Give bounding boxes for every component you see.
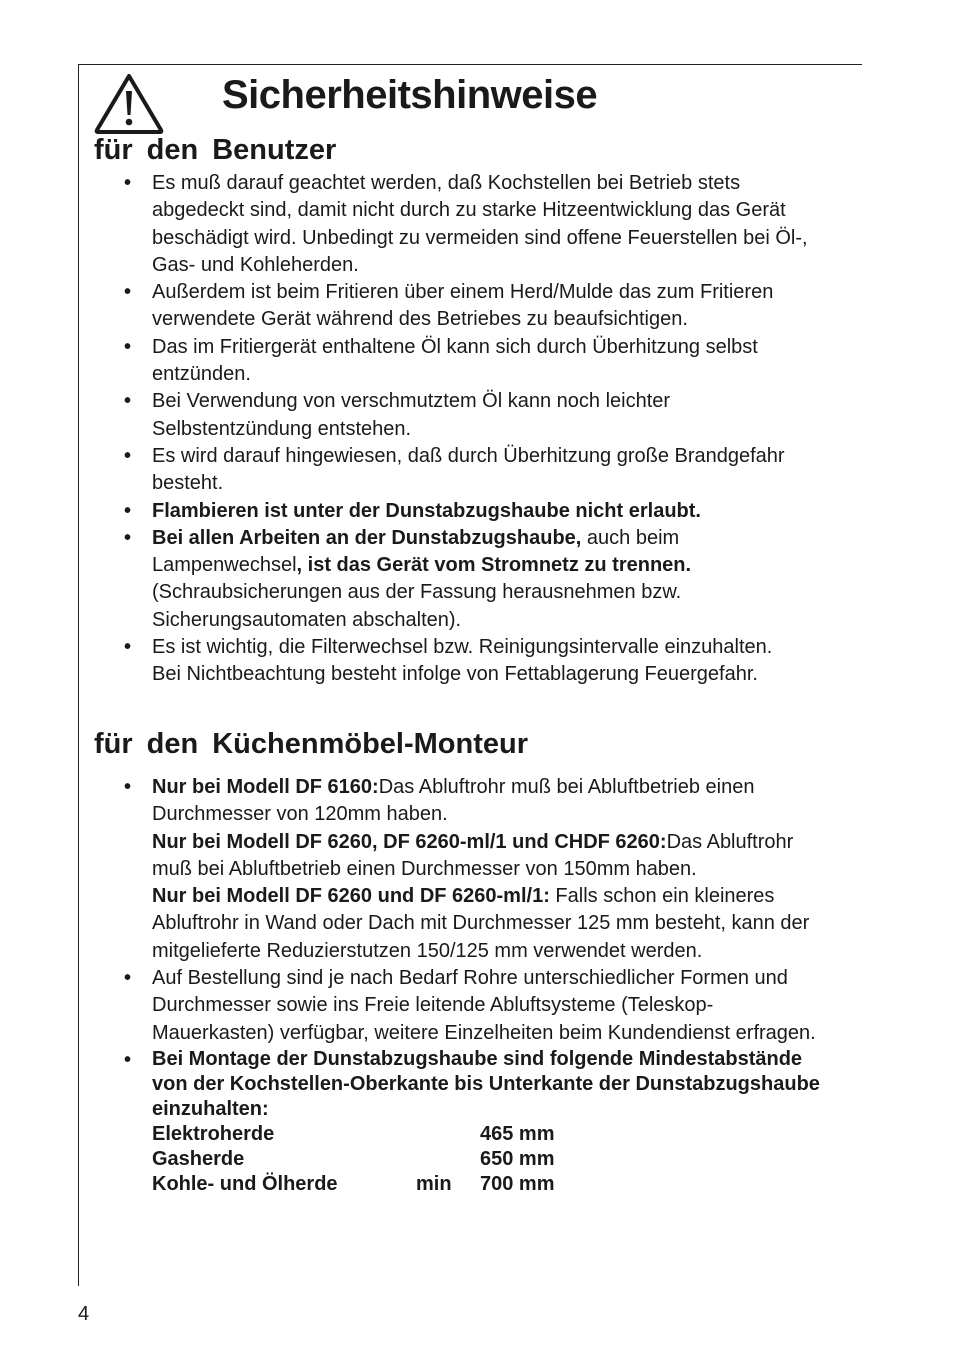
item-text: Es ist wichtig, die Filterwechsel bzw. Reinigungsintervalle einzuhalten. xyxy=(152,636,773,659)
bullet: • xyxy=(124,636,132,659)
table-row xyxy=(152,1172,555,1197)
heading-word: für xyxy=(94,134,133,166)
item-text: (Schraubsicherungen aus der Fassung herausnehmen bzw. Sicherungsautomaten abschalten). xyxy=(152,581,682,631)
distance-table xyxy=(152,1122,555,1197)
table-row xyxy=(152,1122,555,1147)
item-text: Bei Nichtbeachtung besteht infolge von Fettablagerung Feuergefahr. xyxy=(152,663,758,686)
bullet: • xyxy=(124,967,132,990)
list-item xyxy=(124,525,834,634)
item-text: Das im Fritiergerät enthaltene Öl kann sich durch Überhitzung selbst entzünden. xyxy=(152,335,758,386)
row-qualifier xyxy=(416,1147,480,1172)
list-item xyxy=(124,170,834,279)
row-qualifier xyxy=(416,1122,480,1147)
bullet: • xyxy=(124,499,132,522)
list-item xyxy=(124,774,834,965)
item-text: Das Abluftrohr muß bei Abluftbetrieb einen Durchmesser von 150mm haben. xyxy=(152,830,794,880)
item-text-bold: Bei Montage der Dunstabzugshaube sind folgende Mindestabstände von der Kochstellen-Oberkante bis Unterkante der Dunstabzugshaube einzuhalten: xyxy=(152,1047,820,1120)
heading-word: für xyxy=(94,728,133,760)
item-text: Auf Bestellung sind je nach Bedarf Rohre unterschiedlicher Formen und Durchmesser sowie ins Freie leitende Abluftsysteme (Teleskop-Mauerkasten) verfügbar, weitere Einzelheiten beim Kundendienst erfragen. xyxy=(152,967,816,1044)
item-text-bold: Nur bei Modell DF 6160: xyxy=(152,776,379,798)
item-text-bold: , ist das Gerät vom Stromnetz zu trennen. xyxy=(296,554,692,577)
list-item xyxy=(124,279,834,334)
heading-word: den xyxy=(146,134,199,166)
list-item xyxy=(124,443,834,498)
item-text: Es wird darauf hingewiesen, daß durch Überhitzung große Brandgefahr besteht. xyxy=(152,444,785,495)
row-value: 700 mm xyxy=(480,1172,555,1195)
list-item xyxy=(124,634,834,689)
warning-triangle-icon xyxy=(94,73,164,135)
frame-top-line xyxy=(78,64,862,65)
item-text-bold: Nur bei Modell DF 6260 und DF 6260-ml/1: xyxy=(152,885,550,908)
page-title: Sicherheitshinweise xyxy=(222,73,598,117)
bullet: • xyxy=(124,526,132,549)
item-text-bold: Nur bei Modell DF 6260, DF 6260-ml/1 und CHDF 6260: xyxy=(152,830,667,853)
row-label: Elektroherde xyxy=(152,1122,275,1145)
item-text: Es muß darauf geachtet werden, daß Kochstellen bei Betrieb stets abgedeckt sind, damit nicht durch zu starke Hitzeentwicklung das Gerät beschädigt wird. Unbedingt zu vermeiden sind offene Feuerstellen bei Öl-, Gas- und Kohleherden. xyxy=(152,172,808,276)
item-text-bold: Bei allen Arbeiten an der Dunstabzugshaube, xyxy=(152,526,582,549)
row-qualifier: min xyxy=(416,1172,452,1195)
bullet: • xyxy=(124,281,132,304)
bullet: • xyxy=(124,172,132,194)
row-label: Kohle- und Ölherde xyxy=(152,1172,338,1195)
item-text: Außerdem ist beim Fritieren über einem Herd/Mulde das zum Fritieren verwendete Gerät während des Betriebes zu beaufsichtigen. xyxy=(152,281,774,331)
bullet: • xyxy=(124,335,132,358)
bullet: • xyxy=(124,776,132,798)
bullet: • xyxy=(124,1048,132,1071)
heading-word: Küchenmöbel-Monteur xyxy=(212,728,529,760)
installer-list xyxy=(124,774,834,1197)
heading-word: den xyxy=(146,728,199,760)
row-value: 650 mm xyxy=(480,1147,555,1170)
row-label: Gasherde xyxy=(152,1147,245,1170)
item-text: Falls schon ein kleineres Abluftrohr in Wand oder Dach mit Durchmesser 125 mm besteht, kann der mitgelieferte Reduzierstutzen 150/125 mm verwendet werden. xyxy=(152,885,810,962)
item-text: Das Abluftrohr muß bei Abluftbetrieb einen Durchmesser von 120mm haben. xyxy=(152,776,755,826)
bullet: • xyxy=(124,390,132,413)
item-text: Bei Verwendung von verschmutztem Öl kann noch leichter Selbstentzündung entstehen. xyxy=(152,390,671,440)
list-item xyxy=(124,388,834,443)
list-item xyxy=(124,334,834,389)
page-number: 4 xyxy=(78,1303,90,1325)
list-item xyxy=(124,1047,834,1197)
frame-left-line xyxy=(78,64,79,1286)
heading-word: Benutzer xyxy=(212,134,337,166)
table-row xyxy=(152,1147,555,1172)
list-item xyxy=(124,498,834,525)
item-text-bold: Flambieren ist unter der Dunstabzugshaube nicht erlaubt. xyxy=(152,499,701,522)
list-item xyxy=(124,965,834,1047)
row-value: 465 mm xyxy=(480,1122,555,1145)
bullet: • xyxy=(124,444,132,467)
item-text: auch beim Lampenwechsel xyxy=(152,526,680,577)
section-heading-installer xyxy=(94,726,528,762)
section-heading-user xyxy=(94,132,336,168)
user-safety-list xyxy=(124,170,834,689)
